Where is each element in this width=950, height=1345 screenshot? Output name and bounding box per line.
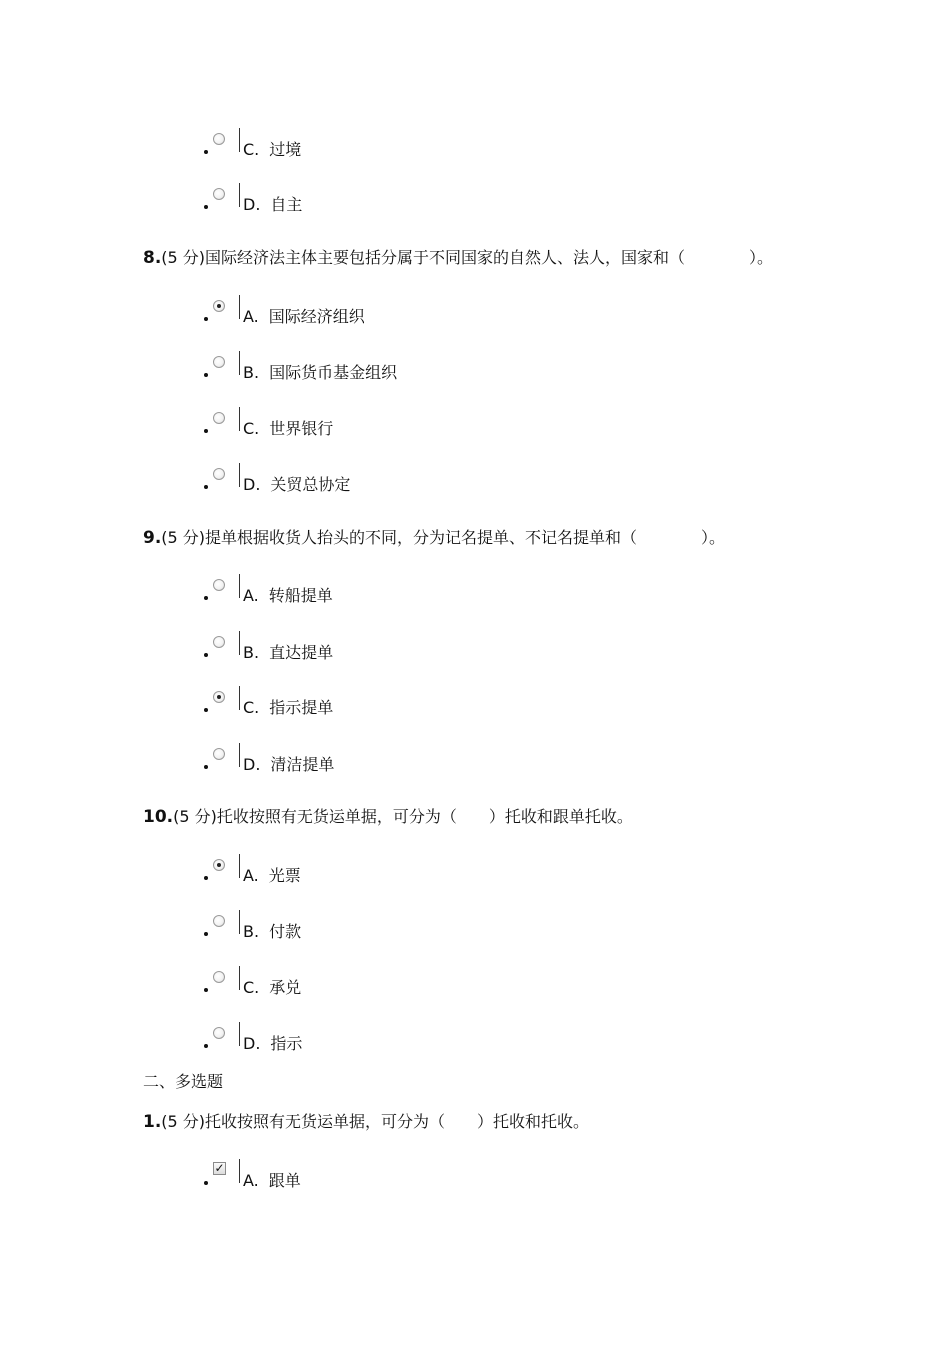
radio-checked-icon[interactable] <box>213 691 225 703</box>
option-text: 光票 <box>268 866 301 885</box>
option-text: 付款 <box>269 922 302 941</box>
bullet-icon <box>204 876 208 880</box>
bullet-icon <box>204 988 208 992</box>
divider <box>239 295 240 319</box>
option-label <box>243 472 350 495</box>
option-text: 世界银行 <box>269 419 334 438</box>
bullet-icon <box>204 150 208 154</box>
radio-icon[interactable] <box>213 636 225 648</box>
bullet-icon <box>204 205 208 209</box>
option-letter: C. <box>243 419 260 438</box>
bullet-icon <box>204 373 208 377</box>
radio-checked-icon[interactable] <box>213 300 225 312</box>
option-letter: B. <box>243 643 260 662</box>
question-10 <box>143 804 633 827</box>
q8-option-d[interactable] <box>204 463 504 493</box>
divider <box>239 686 240 710</box>
option-label <box>243 304 365 327</box>
divider <box>239 1159 240 1183</box>
bullet-icon <box>204 429 208 433</box>
radio-icon[interactable] <box>213 915 225 927</box>
option-letter: A. <box>243 866 259 885</box>
radio-icon[interactable] <box>213 188 225 200</box>
option-text: 指示提单 <box>269 698 334 717</box>
option-letter: B. <box>243 363 260 382</box>
option-text: 转船提单 <box>268 586 333 605</box>
option-label <box>243 137 301 160</box>
question-text: (5 分)提单根据收货人抬头的不同，分为记名提单、不记名提单和（ ）。 <box>161 528 726 547</box>
m1-option-a[interactable] <box>204 1159 504 1189</box>
option-letter: D. <box>243 755 261 774</box>
radio-icon[interactable] <box>213 133 225 145</box>
question-text: (5 分)国际经济法主体主要包括分属于不同国家的自然人、法人，国家和（ ）。 <box>161 248 774 267</box>
divider <box>239 463 240 487</box>
option-text: 直达提单 <box>269 643 334 662</box>
divider <box>239 183 240 207</box>
divider <box>239 631 240 655</box>
q10-option-a[interactable] <box>204 854 504 884</box>
q8-option-b[interactable] <box>204 351 504 381</box>
bullet-icon <box>204 765 208 769</box>
divider <box>239 1022 240 1046</box>
radio-icon[interactable] <box>213 579 225 591</box>
option-letter: C. <box>243 140 260 159</box>
radio-icon[interactable] <box>213 748 225 760</box>
option-label <box>243 863 301 886</box>
question-8 <box>143 245 773 268</box>
q9-option-a[interactable] <box>204 574 504 604</box>
question-number: 8. <box>143 248 162 268</box>
question-number: 9. <box>143 528 162 548</box>
question-text: (5 分)托收按照有无货运单据，可分为（ ）托收和托收。 <box>161 1112 590 1131</box>
option-text: 国际货币基金组织 <box>269 363 398 382</box>
q9-option-c[interactable] <box>204 686 504 716</box>
radio-icon[interactable] <box>213 1027 225 1039</box>
bullet-icon <box>204 596 208 600</box>
question-number: 1. <box>143 1112 162 1132</box>
option-letter: D. <box>243 195 261 214</box>
option-text: 清洁提单 <box>270 755 335 774</box>
option-label <box>243 752 334 775</box>
option-text: 承兑 <box>269 978 302 997</box>
divider <box>239 910 240 934</box>
bullet-icon <box>204 1044 208 1048</box>
radio-icon[interactable] <box>213 468 225 480</box>
option-label <box>243 360 397 383</box>
divider <box>239 854 240 878</box>
bullet-icon <box>204 653 208 657</box>
option-letter: C. <box>243 978 260 997</box>
q7-option-d[interactable] <box>204 183 504 213</box>
divider <box>239 574 240 598</box>
checkbox-checked-icon[interactable]: ✓ <box>214 1161 225 1175</box>
bullet-icon <box>204 708 208 712</box>
q8-option-c[interactable] <box>204 407 504 437</box>
divider <box>239 743 240 767</box>
bullet-icon <box>204 932 208 936</box>
option-label <box>243 640 333 663</box>
option-label <box>243 1031 302 1054</box>
option-label <box>243 416 333 439</box>
option-letter: A. <box>243 586 259 605</box>
q10-option-d[interactable] <box>204 1022 504 1052</box>
question-text: (5 分)托收按照有无货运单据，可分为（ ）托收和跟单托收。 <box>173 807 633 826</box>
option-text: 国际经济组织 <box>268 307 365 326</box>
radio-icon[interactable] <box>213 356 225 368</box>
q9-option-b[interactable] <box>204 631 504 661</box>
option-text: 过境 <box>269 140 302 159</box>
option-letter: C. <box>243 698 260 717</box>
bullet-icon <box>204 485 208 489</box>
section-title: 二、多选题 <box>143 1072 224 1091</box>
bullet-icon <box>204 1181 208 1185</box>
option-text: 关贸总协定 <box>270 475 351 494</box>
option-letter: D. <box>243 1034 261 1053</box>
option-label <box>243 583 333 606</box>
option-label <box>243 975 301 998</box>
divider <box>239 966 240 990</box>
q8-option-a[interactable] <box>204 295 504 325</box>
q7-option-c[interactable] <box>204 128 504 158</box>
option-letter: D. <box>243 475 261 494</box>
divider <box>239 407 240 431</box>
q10-option-b[interactable] <box>204 910 504 940</box>
option-label <box>243 1168 301 1191</box>
bullet-icon <box>204 317 208 321</box>
radio-checked-icon[interactable] <box>213 859 225 871</box>
option-label <box>243 919 301 942</box>
option-text: 指示 <box>270 1034 303 1053</box>
option-letter: B. <box>243 922 260 941</box>
option-label <box>243 695 333 718</box>
divider <box>239 351 240 375</box>
radio-icon[interactable] <box>213 971 225 983</box>
question-number: 10. <box>143 807 174 827</box>
q9-option-d[interactable] <box>204 743 504 773</box>
q10-option-c[interactable] <box>204 966 504 996</box>
option-label <box>243 192 302 215</box>
option-letter: A. <box>243 307 259 326</box>
multi-question-1 <box>143 1109 589 1132</box>
option-text: 跟单 <box>268 1171 301 1190</box>
option-letter: A. <box>243 1171 259 1190</box>
radio-icon[interactable] <box>213 412 225 424</box>
divider <box>239 128 240 152</box>
option-text: 自主 <box>270 195 303 214</box>
question-9 <box>143 525 725 548</box>
